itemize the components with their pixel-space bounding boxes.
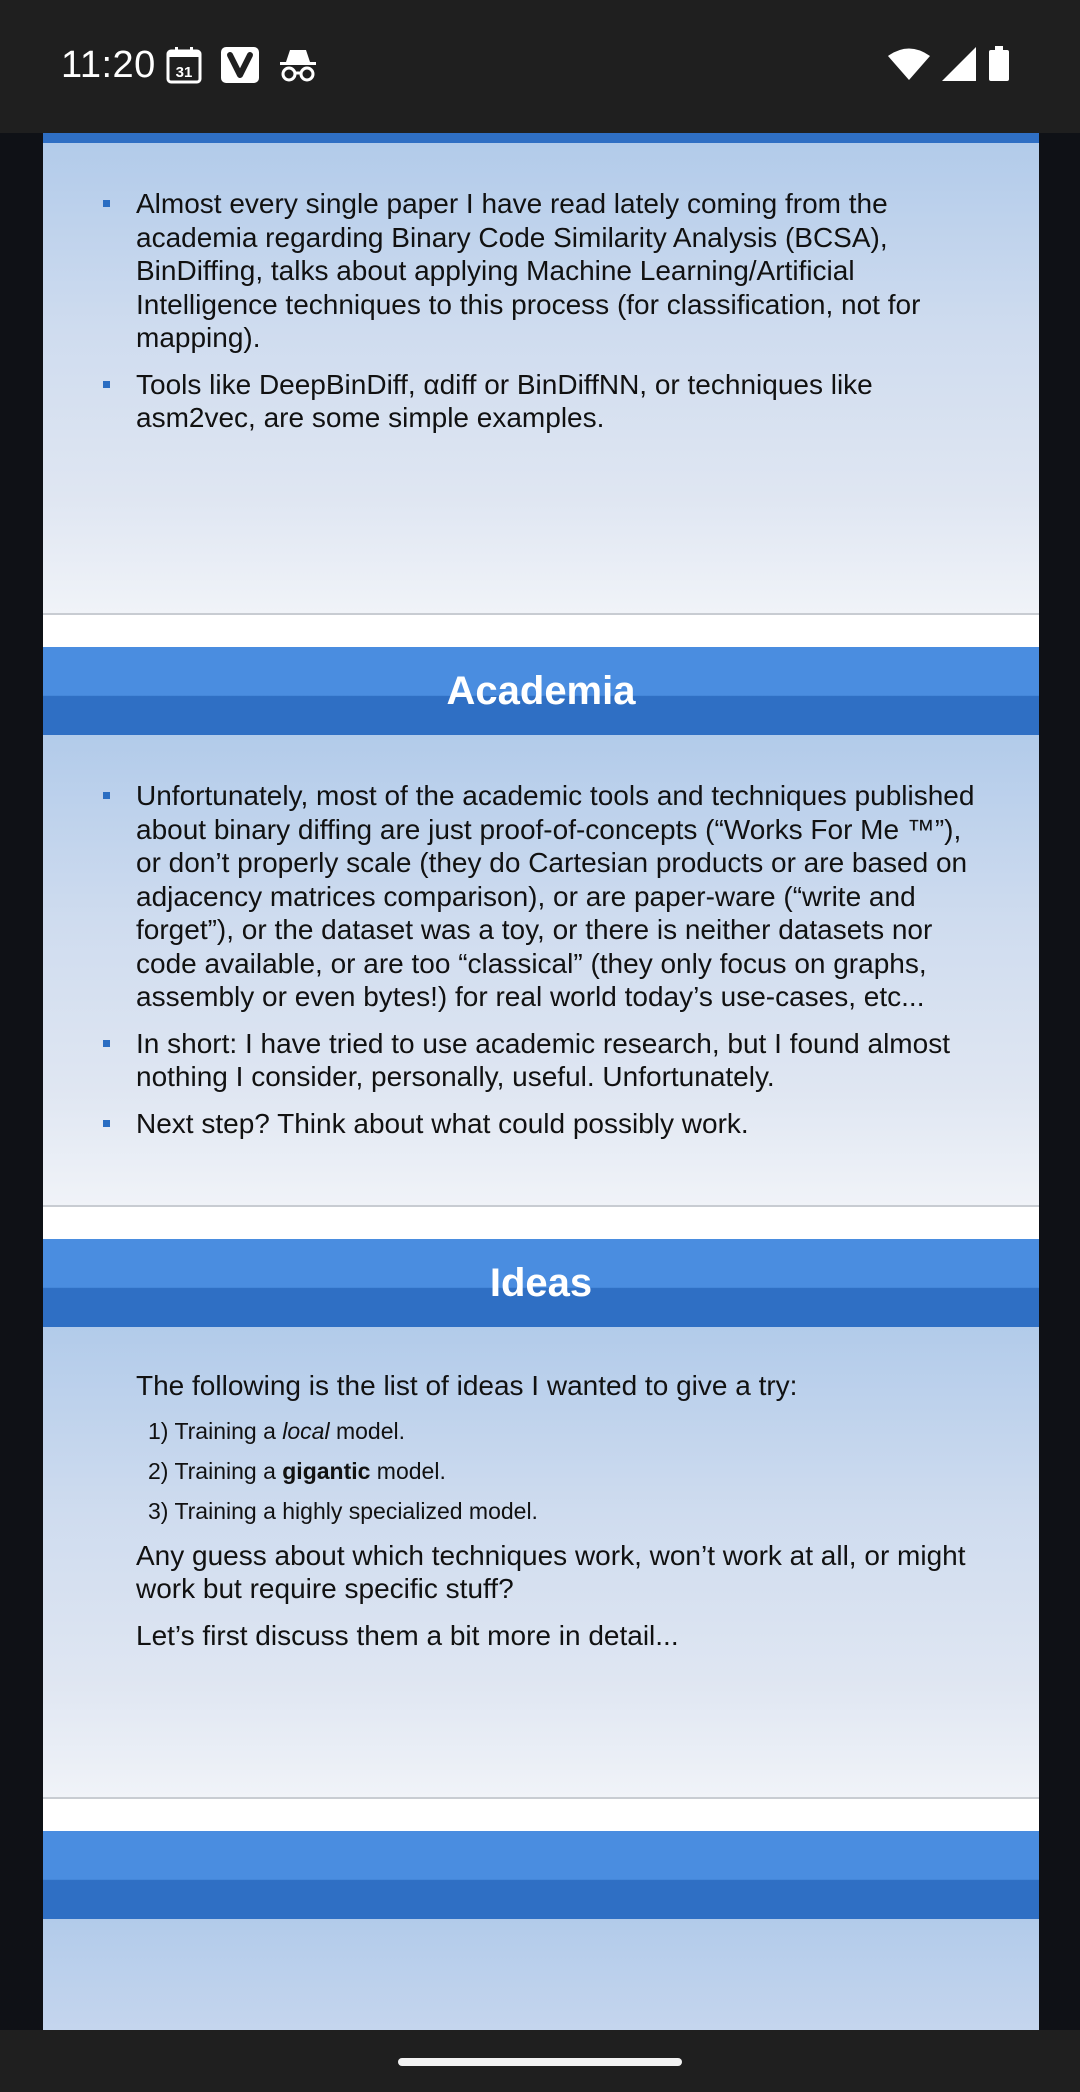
ideas-content [136,1369,989,1652]
bullet-item: In short: I have tried to use academic research, but I found almost nothing I consider, personally, useful. Unfortunately. [103,1027,989,1094]
slide-header [43,1239,1039,1327]
battery-icon [988,46,1010,82]
status-icons-right [888,46,1010,82]
ideas-closing: Let’s first discuss them a bit more in detail... [136,1619,679,1651]
slide-page-3 [43,1239,1039,1797]
calendar-icon [166,46,202,84]
navigation-bar [0,2030,1080,2092]
bullet-item: Almost every single paper I have read lately coming from the academia regarding Binary Code Similarity Analysis (BCSA), BinDiffing, talks about applying Machine Learning/Artificial Intelligence techniques to this process (for classification, not for mapping). [103,187,989,355]
pdf-viewer[interactable] [0,133,1080,2030]
page-gap [43,1205,1039,1239]
status-bar [0,0,1080,133]
slide-body [43,1327,1039,1797]
incognito-icon [278,46,318,84]
slide-page-2 [43,647,1039,1205]
slide-body [43,143,1039,613]
ideas-list [148,1411,989,1531]
slide-header [43,647,1039,735]
ideas-question: Any guess about which techniques work, won’t work at all, or might work but require specific stuff? [136,1539,966,1604]
slide-page-4 [43,1831,1039,2030]
ideas-intro: The following is the list of ideas I wanted to give a try: [136,1370,798,1401]
slide-title: Ideas [489,1261,593,1305]
bullet-item: Next step? Think about what could possibly work. [103,1107,989,1141]
page-gap [43,613,1039,647]
slide-body [43,1919,1039,2030]
bullet-list [103,779,989,1153]
slide-body [43,735,1039,1205]
svg-text:31: 31 [175,64,193,81]
status-icons-left [166,46,318,84]
status-time: 11:20 [61,44,156,86]
page-gap [43,1797,1039,1831]
slide-header-edge [43,133,1039,143]
idea-item: 3) Training a highly specialized model. [148,1497,538,1524]
wifi-icon [888,47,930,81]
slide-title: Academia [446,669,636,713]
vivaldi-icon [220,46,260,84]
bullet-item: Unfortunately, most of the academic tools and techniques published about binary diffing are just proof-of-concepts (“Works For Me ™”), or don’t properly scale (they do Cartesian products or are based on adjacency matrices comparison), or are paper-ware (“write and forget”), or the dataset was a toy, or there is neither datasets nor code available, or are too “classical” (they only focus on graphs, assembly or even bytes!) for real world today’s use-cases, etc... [103,779,989,1014]
slide-header [43,1831,1039,1919]
home-gesture-handle[interactable] [398,2058,682,2066]
idea-item: 2) Training a gigantic model. [148,1457,446,1484]
slide-page-1 [43,133,1039,613]
signal-icon [942,47,976,81]
bullet-item: Tools like DeepBinDiff, αdiff or BinDiffNN, or techniques like asm2vec, are some simple examples. [103,368,989,435]
idea-item: 1) Training a local model. [148,1417,405,1444]
bullet-list [103,187,989,448]
